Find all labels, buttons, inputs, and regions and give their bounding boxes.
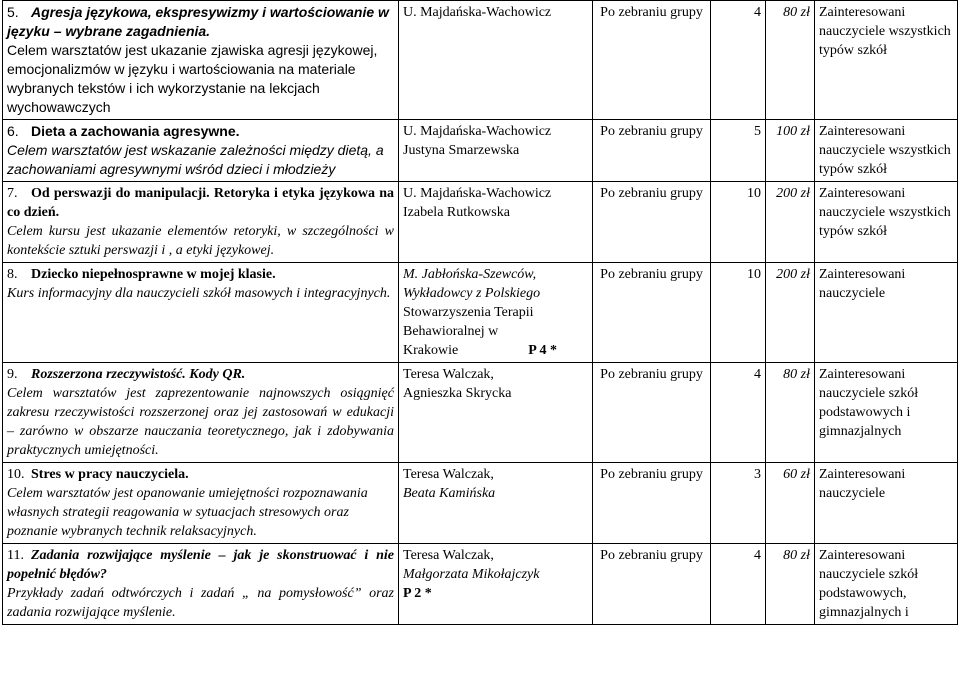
course-description: Celem warsztatów jest wskazanie zależności między dietą, a zachowaniami agresywnymi wśród dzieci i młodzieży (7, 142, 384, 177)
form-cell: Po zebraniu grupy (593, 120, 711, 182)
target-cell: Zainteresowani nauczyciele wszystkich typów szkół (815, 1, 958, 120)
target-cell: Zainteresowani nauczyciele wszystkich typów szkół (815, 120, 958, 182)
lead-cell (399, 363, 593, 463)
course-description: Celem kursu jest ukazanie elementów retoryki, w szczególności w kontekście sztuki perswazji i , a etyki językowej. (7, 224, 394, 258)
form-cell: Po zebraniu grupy (593, 263, 711, 363)
lead-name: Behawioralnej w (403, 324, 499, 339)
lead-name: Małgorzata Mikołajczyk (403, 567, 540, 582)
row-number: 11. (7, 548, 24, 563)
lead-name: U. Majdańska-Wachowicz (403, 5, 552, 20)
lead-name: Justyna Smarzewska (403, 143, 520, 158)
lead-name: Izabela Rutkowska (403, 205, 510, 220)
form-cell: Po zebraniu grupy (593, 363, 711, 463)
table-row (3, 182, 958, 263)
lead-cell (399, 120, 593, 182)
hours-cell: 4 (711, 1, 766, 120)
row-number: 9. (7, 367, 18, 382)
course-description: Przykłady zadań odtwórczych i zadań „ na pomysłowość” oraz zadania rozwijające myślenie. (7, 586, 394, 620)
lead-name: Agnieszka Skrycka (403, 386, 512, 401)
topic-cell (3, 182, 399, 263)
points-mark: P 4 * (528, 343, 557, 358)
topic-cell (3, 463, 399, 544)
hours-cell: 3 (711, 463, 766, 544)
target-cell: Zainteresowani nauczyciele szkół podstawowych, gimnazjalnych i (815, 544, 958, 625)
price-cell: 80 zł (766, 363, 815, 463)
form-cell: Po zebraniu grupy (593, 182, 711, 263)
row-number: 5. (7, 4, 19, 20)
table-row (3, 120, 958, 182)
table-row (3, 544, 958, 625)
lead-cell (399, 263, 593, 363)
hours-cell: 10 (711, 263, 766, 363)
table-row (3, 363, 958, 463)
course-title: Stres w pracy nauczyciela. (31, 467, 189, 482)
topic-cell (3, 1, 399, 120)
row-number: 6. (7, 123, 19, 139)
target-cell: Zainteresowani nauczyciele szkół podstawowych i gimnazjalnych (815, 363, 958, 463)
table-row (3, 263, 958, 363)
price-cell: 80 zł (766, 544, 815, 625)
lead-name: Teresa Walczak, (403, 548, 494, 563)
form-cell: Po zebraniu grupy (593, 463, 711, 544)
row-number: 10. (7, 467, 25, 482)
course-title: Agresja językowa, ekspresywizmy i wartościowanie w języku – wybrane zagadnienia. (7, 4, 389, 39)
lead-name: Wykładowcy z Polskiego (403, 286, 541, 301)
row-number: 8. (7, 267, 18, 282)
topic-cell (3, 363, 399, 463)
price-cell: 60 zł (766, 463, 815, 544)
lead-cell (399, 463, 593, 544)
course-title: Dieta a zachowania agresywne. (31, 123, 240, 139)
lead-name: Krakowie (403, 343, 459, 358)
course-title: Zadania rozwijające myślenie – jak je skonstruować i nie popełnić błędów? (7, 548, 394, 582)
price-cell: 200 zł (766, 263, 815, 363)
target-cell: Zainteresowani nauczyciele (815, 463, 958, 544)
course-description: Celem warsztatów jest opanowanie umiejętności rozpoznawania własnych strategii reagowania w sytuacjach stresowych oraz poznanie wybranych technik relaksacyjnych. (7, 486, 368, 539)
target-cell: Zainteresowani nauczyciele wszystkich typów szkół (815, 182, 958, 263)
lead-cell (399, 1, 593, 120)
course-title: Rozszerzona rzeczywistość. Kody QR. (31, 367, 246, 382)
topic-cell (3, 120, 399, 182)
hours-cell: 5 (711, 120, 766, 182)
lead-name: Teresa Walczak, (403, 367, 494, 382)
course-description: Celem warsztatów jest ukazanie zjawiska agresji językowej, emocjonalizmów w języku i wartościowania na materiale wybranych tekstów i ich wykorzystanie na lekcjach wychowawczych (7, 42, 378, 115)
course-title: Od perswazji do manipulacji. Retoryka i etyka językowa na co dzień. (7, 186, 394, 220)
course-title: Dziecko niepełnosprawne w mojej klasie. (31, 267, 276, 282)
hours-cell: 10 (711, 182, 766, 263)
course-description: Celem warsztatów jest zaprezentowanie najnowszych osiągnięć zakresu rzeczywistości rozszerzonej oraz jej zastosowań w edukacji – zarówno w obszarze nauczania teoretycznego, jak i zdobywania praktycznych umiejętności. (7, 386, 394, 458)
price-cell: 80 zł (766, 1, 815, 120)
course-description: Kurs informacyjny dla nauczycieli szkół masowych i integracyjnych. (7, 286, 391, 301)
price-cell: 100 zł (766, 120, 815, 182)
lead-cell (399, 544, 593, 625)
lead-name: Stowarzyszenia Terapii (403, 305, 534, 320)
lead-name: U. Majdańska-Wachowicz (403, 124, 552, 139)
lead-name: Beata Kamińska (403, 486, 496, 501)
form-cell: Po zebraniu grupy (593, 1, 711, 120)
lead-name: Teresa Walczak, (403, 467, 494, 482)
lead-name: U. Majdańska-Wachowicz (403, 186, 552, 201)
points-mark: P 2 * (403, 586, 432, 601)
table-row (3, 463, 958, 544)
lead-name: M. Jabłońska-Szewców, (403, 267, 537, 282)
form-cell: Po zebraniu grupy (593, 544, 711, 625)
row-number: 7. (7, 186, 18, 201)
topic-cell (3, 544, 399, 625)
target-cell: Zainteresowani nauczyciele (815, 263, 958, 363)
table-row (3, 1, 958, 120)
hours-cell: 4 (711, 544, 766, 625)
hours-cell: 4 (711, 363, 766, 463)
price-cell: 200 zł (766, 182, 815, 263)
topic-cell (3, 263, 399, 363)
course-table (2, 0, 958, 625)
lead-cell (399, 182, 593, 263)
